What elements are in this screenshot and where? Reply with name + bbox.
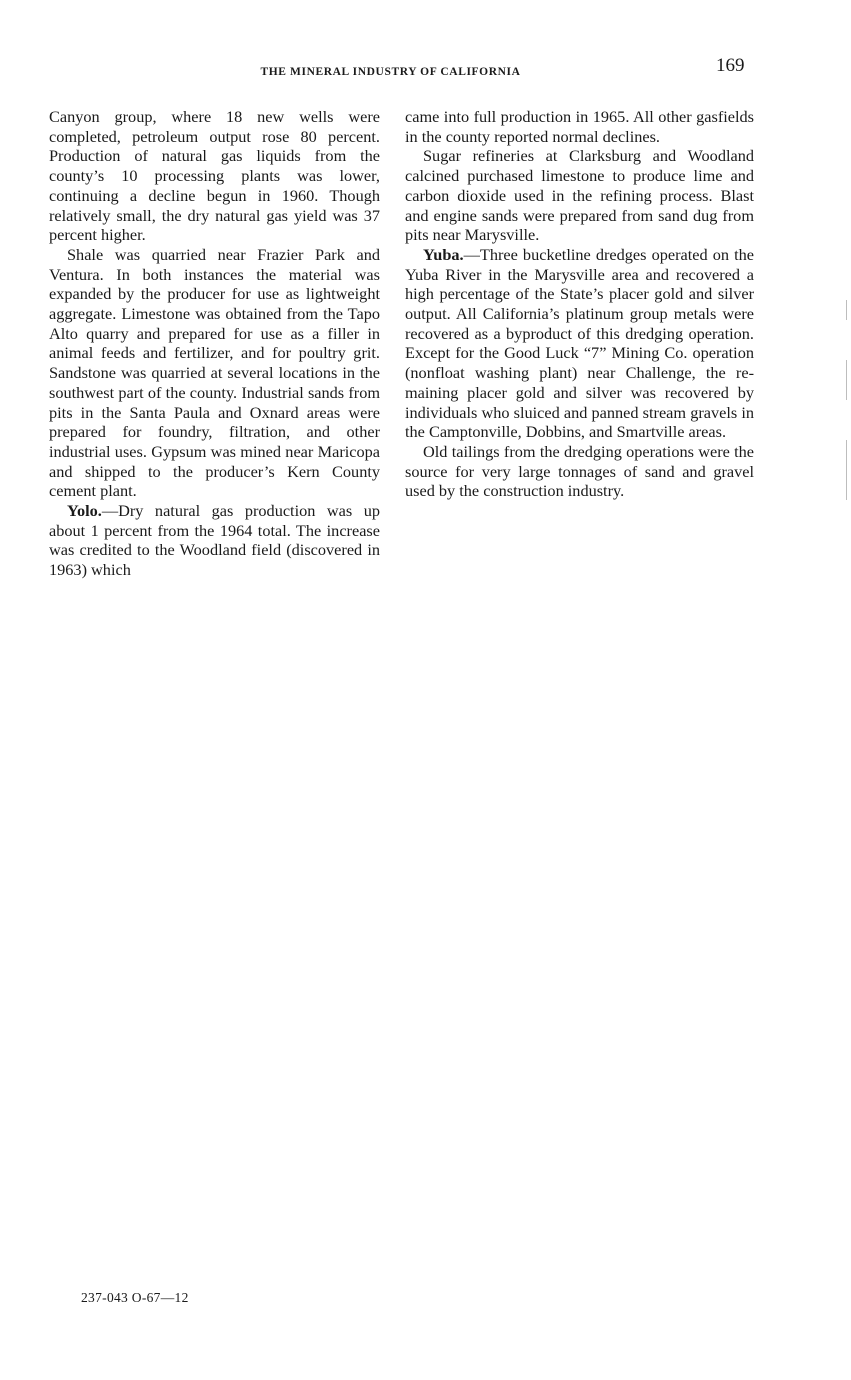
paragraph-yuba [405, 245, 754, 442]
paragraph: came into full production in 1965. All other gasfields in the county reported normal declines. [405, 107, 754, 146]
paragraph: Shale was quarried near Frazier Park and Ventura. In both instances the material was expanded by the producer for use as lightweight aggregate. Limestone was obtained from the Tapo Alto quarry and prepared for use as a filler in animal feeds and fertilizer, and for poultry grit. Sandstone was quarried at several locations in the southwest part of the county. Industrial sands from pits in the Santa Paula and Oxnard areas were prepared for foundry, filtration, and other industrial uses. Gypsum was mined near Maricopa and shipped to the producer’s Kern County cement plant. [49, 244, 380, 501]
paragraph: Canyon group, where 18 new wells were completed, petroleum output rose 80 percent. Production of natural gas liquids from the county’s 10 processing plants was lower, continuing a decline begun in 1960. Though relatively small, the dry natural gas yield was 37 percent higher. [49, 107, 380, 245]
paragraph-text: —Dry natural gas production was up about 1 percent from the 1964 total. The increase was credited to the Woodland field (discovered in 1963) which [49, 501, 380, 580]
scan-edge-mark [846, 300, 847, 320]
scan-edge-mark [846, 440, 847, 500]
paragraph-yolo [49, 501, 380, 580]
right-column [405, 107, 754, 501]
page-number: 169 [716, 55, 745, 76]
print-code: 237-043 O-67—12 [81, 1290, 189, 1305]
paragraph: Sugar refineries at Clarksburg and Woodland calcined purchased limestone to produce lime and carbon dioxide used in the refining process. Blast and engine sands were prepared from sand dug from pits near Marysville. [405, 146, 754, 245]
left-column [49, 107, 380, 580]
running-title: THE MINERAL INDUSTRY OF CALIFORNIA [260, 66, 521, 78]
scan-edge-mark [846, 360, 847, 400]
paragraph-text: —Three bucketline dredges operated on the Yuba River in the Marysville area and recovered a high percentage of the State’s placer gold and silver output. All California’s platinum group metals were recovered as a byproduct of this dredging operation. Except for the Good Luck “7” Mining Co. operation (nonfloat washing plant) near Challenge, the remaining placer gold and silver was recovered by individuals who sluiced and panned stream gravels in the Camptonville, Dobbins, and Smartville areas. [405, 244, 754, 442]
section-lead-yuba: Yuba. [423, 244, 464, 264]
section-lead-yolo: Yolo. [67, 501, 102, 521]
paragraph: Old tailings from the dredging operations were the source for very large tonnages of sand and gravel used by the construction industry. [405, 441, 754, 501]
